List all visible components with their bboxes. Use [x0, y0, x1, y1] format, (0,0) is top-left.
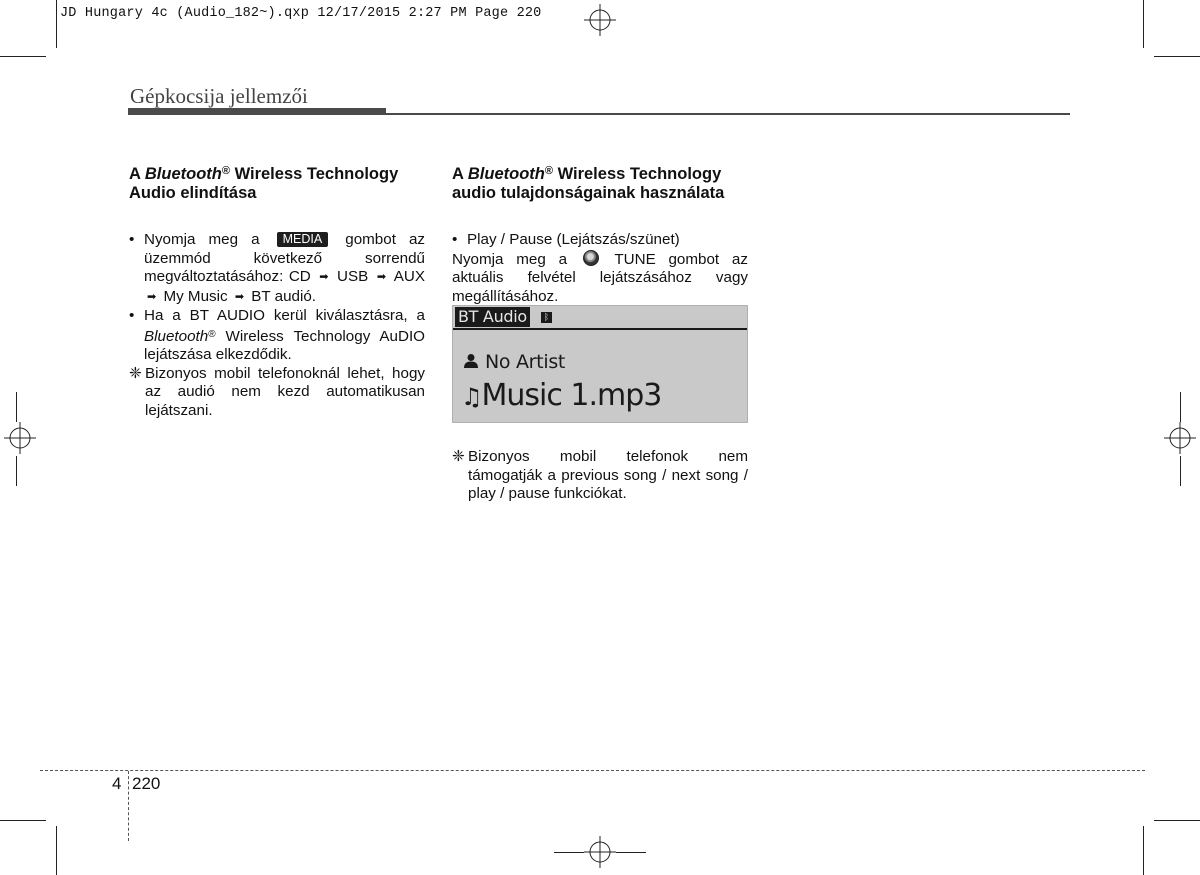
audio-display-screen	[452, 305, 748, 423]
note-mark-icon: ❈	[129, 364, 142, 382]
bluetooth-icon: ᛒ	[541, 312, 552, 323]
section-title: Gépkocsija jellemzői	[130, 84, 308, 108]
right-note: ❈ Bizonyos mobil telefonok nem támogatják a previous song / next song / play / pause funkciókat.	[452, 448, 748, 502]
chapter-number: 4	[112, 774, 122, 793]
left-note: ❈ Bizonyos mobil telefonoknál lehet, hogy az audió nem kezd automatikusan lejátszani.	[129, 364, 425, 419]
crop-mark	[0, 56, 46, 57]
footer-divider	[128, 771, 129, 841]
left-bullet-media: • Nyomja meg a MEDIA gombot az üzemmód következő sorrendű megváltoztatásához: CD ➡ USB ➡ AUX ➡ My Music ➡ BT audió.	[129, 231, 425, 305]
arrow-right-icon: ➡	[319, 271, 329, 283]
right-heading: A Bluetooth® Wireless Technology audio tulajdonságainak használata	[452, 165, 725, 202]
registration-mark-icon	[4, 422, 36, 454]
right-tune-paragraph: Nyomja meg a TUNE gombot az aktuális felvétel lejátszásához vagy megállításához.	[452, 250, 748, 305]
crop-mark	[16, 392, 17, 422]
media-button: MEDIA	[277, 232, 329, 247]
crop-mark	[1143, 0, 1144, 48]
title-rule-thick	[128, 108, 386, 115]
title-rule-thin	[386, 113, 1070, 115]
left-column	[129, 162, 425, 420]
crop-mark	[56, 826, 57, 875]
right-note-block	[452, 448, 748, 504]
crop-mark	[56, 0, 57, 48]
crop-mark	[1180, 392, 1181, 422]
tune-knob-icon	[583, 250, 599, 266]
crop-mark	[1180, 456, 1181, 486]
arrow-right-icon: ➡	[147, 290, 157, 303]
crop-mark	[616, 852, 646, 853]
left-bullet-bt-audio: • Ha a BT AUDIO kerül kiválasztásra, a Bluetooth® Wireless Technology AuDIO lejátszása elkezdődik.	[129, 307, 425, 363]
crop-mark	[0, 820, 46, 821]
crop-mark	[16, 456, 17, 486]
crop-mark	[1154, 56, 1200, 57]
file-slug: JD Hungary 4c (Audio_182~).qxp 12/17/2015 2:27 PM Page 220	[60, 6, 542, 21]
left-heading: A Bluetooth® Wireless Technology Audio elindítása	[129, 165, 399, 202]
screen-mode-title: BT Audio	[455, 307, 530, 327]
crop-mark	[1143, 826, 1144, 875]
right-bullet-play-pause: • Play / Pause (Lejátszás/szünet)	[452, 231, 680, 248]
screen-song: ♫Music 1.mp3	[461, 378, 662, 413]
artist-icon	[463, 353, 479, 369]
right-column	[452, 162, 748, 306]
registration-mark-icon	[584, 836, 616, 868]
music-note-icon: ♫	[461, 383, 482, 411]
arrow-right-icon: ➡	[376, 271, 387, 283]
screen-header	[453, 306, 747, 330]
crop-mark	[1154, 820, 1200, 821]
registration-mark-icon	[584, 4, 616, 36]
page-number: 220	[132, 774, 161, 793]
arrow-right-icon: ➡	[234, 290, 245, 303]
registration-mark-icon	[1164, 422, 1196, 454]
note-mark-icon: ❈	[452, 448, 465, 465]
footer-rule	[40, 770, 1145, 771]
crop-mark	[554, 852, 584, 853]
screen-artist: No Artist	[463, 351, 565, 373]
